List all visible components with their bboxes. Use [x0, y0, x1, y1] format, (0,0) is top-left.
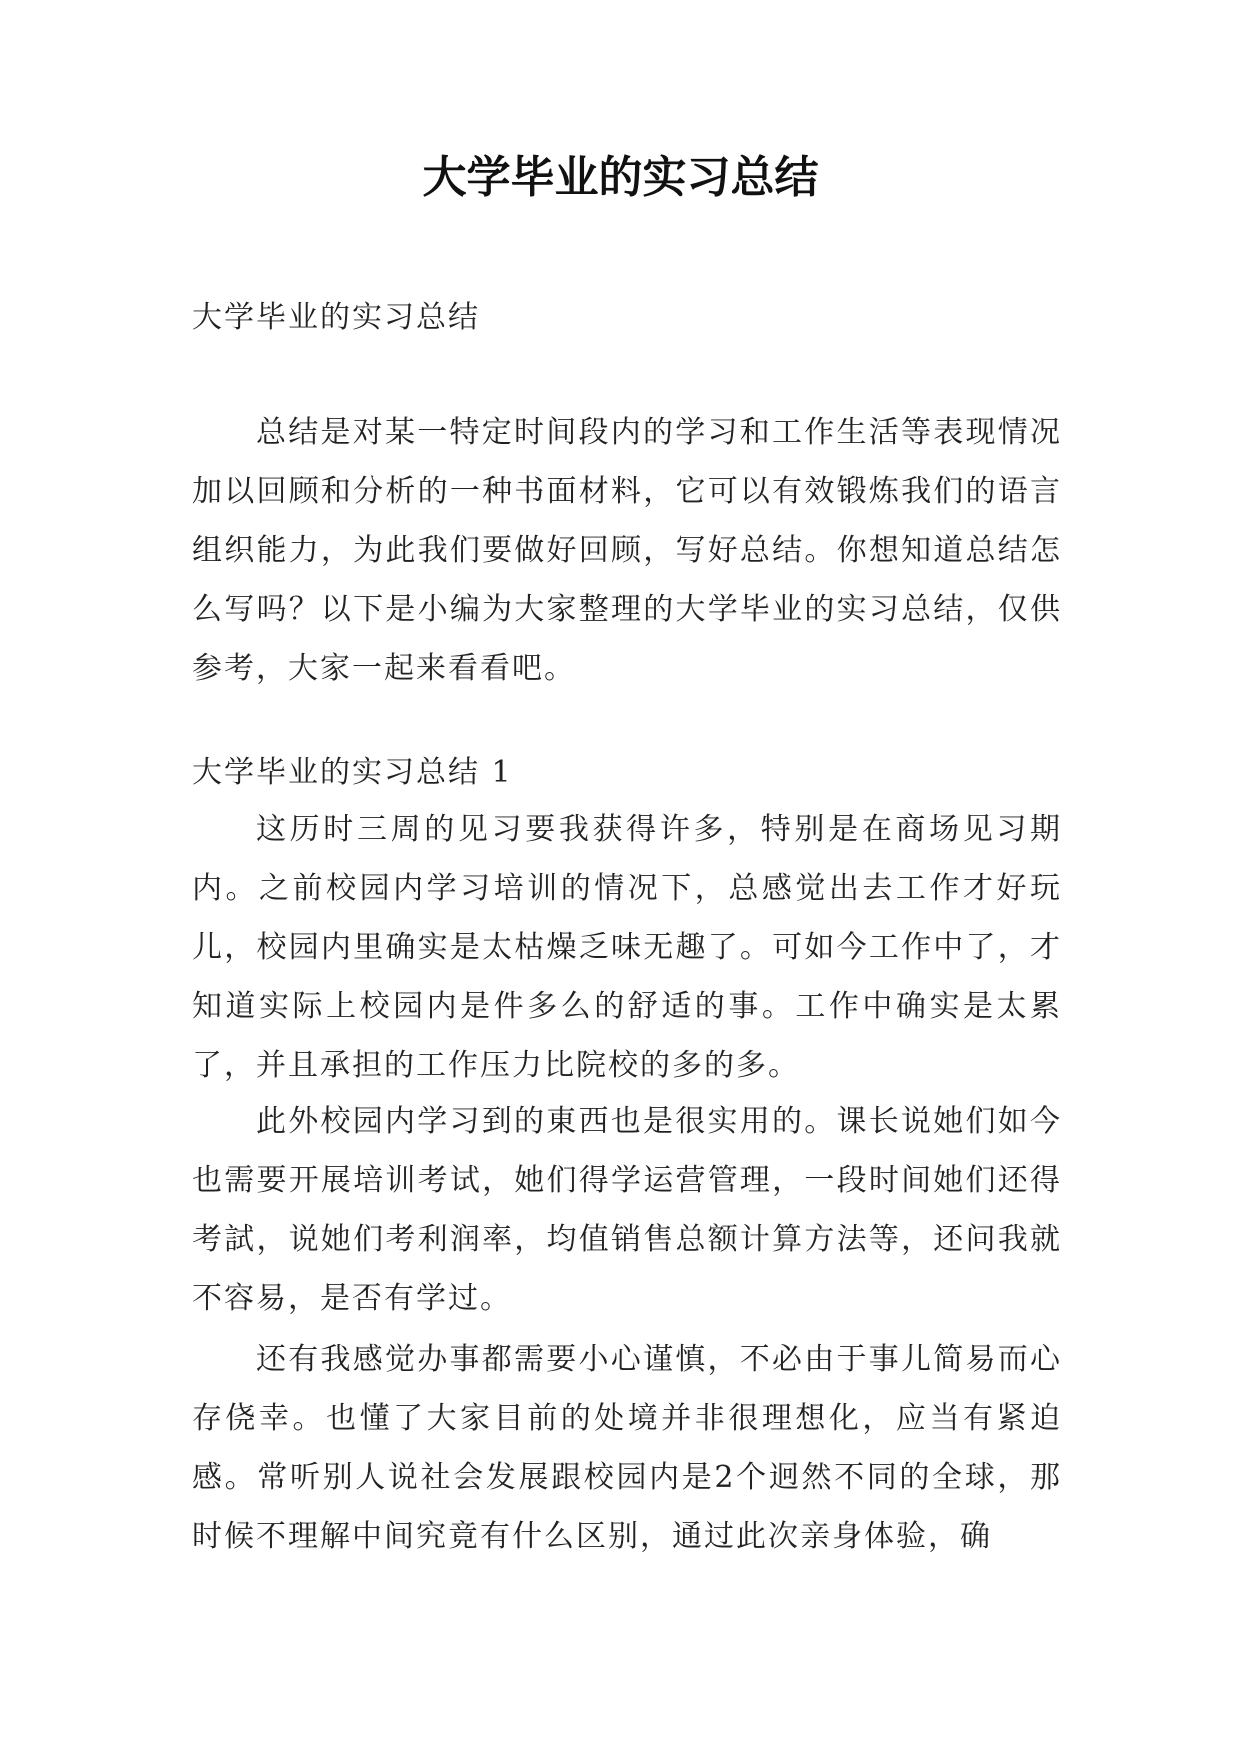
body-paragraph-1: 这历时三周的见习要我获得许多，特别是在商场见习期内。之前校园内学习培训的情况下，总感觉出去工作才好玩儿，校园内里确实是太枯燥乏味无趣了。可如今工作中了，才知道实际上校园内是件多么的舒适的事。工作中确实是太累了，并且承担的工作压力比院校的多的多。 — [192, 812, 1062, 1083]
intro-paragraph: 总结是对某一特定时间段内的学习和工作生活等表现情况加以回顾和分析的一种书面材料，它可以有效锻炼我们的语言组织能力，为此我们要做好回顾，写好总结。你想知道总结怎么写吗？以下是小编为大家整理的大学毕业的实习总结，仅供参考，大家一起来看看吧。 — [192, 415, 1062, 686]
document-title: 大学毕业的实习总结 — [422, 152, 819, 203]
document-subtitle: 大学毕业的实习总结 — [192, 300, 480, 335]
body-paragraph-3: 还有我感觉办事都需要小心谨慎，不必由于事儿简易而心存侥幸。也懂了大家目前的处境并非很理想化，应当有紧迫感。常听别人说社会发展跟校园内是2个迥然不同的全球，那时候不理解中间究竟有什么区别，通过此次亲身体验，确 — [192, 1342, 1062, 1554]
body-paragraph-2: 此外校园内学习到的東西也是很实用的。课长说她们如今也需要开展培训考试，她们得学运营管理，一段时间她们还得考試，说她们考利润率，均值销售总额计算方法等，还问我就不容易，是否有学过。 — [192, 1104, 1062, 1316]
section-heading: 大学毕业的实习总结 1 — [192, 755, 513, 790]
